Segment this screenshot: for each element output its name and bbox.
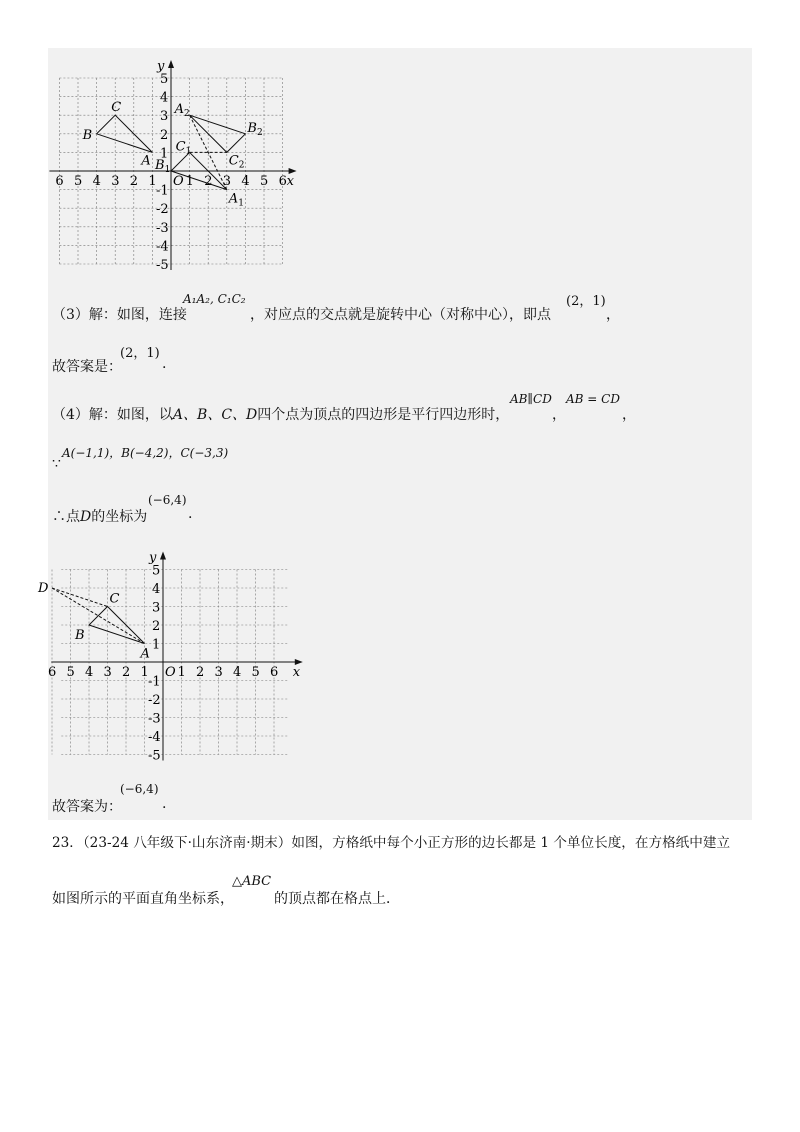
label-c: C bbox=[111, 100, 122, 116]
triangle-abc: △ABC bbox=[232, 874, 272, 889]
y-tick-label: -5 bbox=[156, 258, 169, 273]
label-a: A bbox=[141, 153, 151, 169]
therefore-middle: 的坐标为 bbox=[91, 509, 148, 525]
coordinate-graph-parallelogram bbox=[38, 538, 314, 772]
part4-points: A、B、C、D bbox=[172, 407, 258, 423]
coordinate-graph-rotation bbox=[44, 52, 304, 274]
x-tick-label: 4 bbox=[85, 665, 94, 680]
label-c2: $C_2$ bbox=[228, 153, 245, 171]
y-axis-label: y bbox=[157, 59, 165, 74]
x-tick-label: 3 bbox=[214, 665, 223, 680]
answer4-suffix: . bbox=[162, 796, 167, 812]
part4-end: ， bbox=[622, 407, 636, 423]
rotation-center-point: (2，1) bbox=[566, 294, 606, 309]
label-a: A bbox=[140, 646, 150, 662]
part3-middle bbox=[250, 304, 551, 324]
answer4-value: (−6,4) bbox=[120, 782, 159, 796]
part4-middle: 四个点为顶点的四边形是平行四边形时， bbox=[257, 407, 510, 423]
y-tick-label: 4 bbox=[160, 90, 169, 106]
y-tick-label: 3 bbox=[152, 600, 161, 616]
y-axis-label: y bbox=[149, 550, 157, 566]
label-c1: $C_1$ bbox=[175, 139, 192, 157]
y-tick-label: -4 bbox=[156, 239, 169, 255]
segments-formula: A₁A₂, C₁C₂ bbox=[183, 292, 246, 306]
x-axis-label: x bbox=[286, 174, 294, 189]
y-tick-label: 4 bbox=[152, 582, 161, 597]
therefore-var: D bbox=[80, 509, 92, 525]
y-tick-label: 5 bbox=[152, 563, 161, 579]
part3-middle-text: ，对应点的交点就是旋转中心（对称中心），即点 bbox=[250, 307, 551, 323]
part4-sep: ， bbox=[552, 407, 566, 423]
y-tick-label: -2 bbox=[148, 693, 161, 708]
answer3-value: (2，1) bbox=[120, 346, 160, 361]
x-tick-label: 4 bbox=[92, 174, 101, 189]
x-tick-label: 1 bbox=[185, 174, 194, 189]
x-tick-label: 2 bbox=[122, 665, 131, 680]
point-d-coordinate: (−6,4) bbox=[148, 493, 187, 507]
x-tick-label: 5 bbox=[66, 665, 75, 680]
label-a1: $A_1$ bbox=[228, 191, 244, 209]
label-d: D bbox=[38, 581, 49, 596]
therefore-prefix: ∴点 bbox=[52, 509, 80, 525]
y-tick-label: 1 bbox=[160, 146, 169, 162]
x-tick-label: 2 bbox=[204, 174, 213, 189]
part4-text bbox=[52, 404, 509, 424]
y-axis-arrow bbox=[168, 60, 174, 68]
part3-text bbox=[52, 304, 187, 324]
y-tick-label: 2 bbox=[152, 619, 161, 634]
y-tick-label: -3 bbox=[148, 711, 161, 727]
part4-prefix: （4）解：如图，以 bbox=[52, 407, 173, 423]
label-b2: $B_2$ bbox=[247, 120, 263, 138]
y-tick-label: -1 bbox=[156, 183, 169, 199]
y-tick-label: 5 bbox=[160, 72, 169, 87]
question23-line2-prefix: 如图所示的平面直角坐标系， bbox=[52, 891, 234, 907]
x-tick-label: 1 bbox=[177, 665, 186, 680]
answer4-label: 故答案为： bbox=[52, 799, 122, 815]
label-a2: $A_2$ bbox=[174, 102, 190, 120]
origin-label: O bbox=[173, 174, 184, 189]
y-tick-label: 1 bbox=[152, 637, 161, 653]
y-axis-arrow bbox=[160, 552, 166, 560]
label-b1: $B_1$ bbox=[155, 158, 171, 175]
x-tick-label: 6 bbox=[270, 665, 279, 680]
part3-prefix: （3）解：如图，连接 bbox=[52, 307, 187, 323]
x-tick-label: 4 bbox=[233, 665, 242, 680]
x-tick-label: 2 bbox=[129, 174, 139, 189]
x-tick-label: 5 bbox=[74, 174, 83, 189]
question23-line1: 23．（23-24 八年级下·山东济南·期末）如图，方格纸中每个小正方形的边长都是 1 个单位长度，在方格纸中建立 bbox=[52, 835, 731, 851]
x-tick-label: 6 bbox=[55, 174, 64, 189]
y-tick-label: -4 bbox=[148, 730, 161, 745]
y-tick-label: -1 bbox=[148, 674, 161, 690]
y-tick-label: -2 bbox=[156, 202, 169, 218]
therefore-text bbox=[52, 506, 147, 526]
label-b: B bbox=[82, 127, 93, 143]
answer3-suffix: . bbox=[162, 356, 167, 372]
x-tick-label: 5 bbox=[251, 665, 260, 680]
x-tick-label: 2 bbox=[196, 665, 205, 680]
answer3-label: 故答案是： bbox=[52, 359, 122, 375]
label-b: B bbox=[75, 628, 85, 643]
equal-condition: AB = CD bbox=[566, 392, 620, 406]
therefore-suffix: . bbox=[188, 506, 193, 522]
label-c: C bbox=[109, 591, 120, 607]
y-tick-label: 2 bbox=[160, 127, 169, 143]
x-axis-label: x bbox=[292, 665, 301, 680]
because-symbol: ∵ bbox=[52, 456, 61, 472]
x-tick-label: 5 bbox=[260, 174, 269, 189]
x-tick-label: 3 bbox=[222, 174, 232, 189]
x-tick-label: 6 bbox=[48, 665, 57, 680]
origin-label: O bbox=[165, 665, 176, 680]
x-tick-label: 6 bbox=[278, 174, 287, 189]
x-tick-label: 3 bbox=[111, 174, 120, 189]
question23-line2-suffix: 的顶点都在格点上． bbox=[274, 891, 400, 907]
y-tick-label: -3 bbox=[156, 220, 169, 236]
given-coordinates: A(−1,1)，B(−4,2)，C(−3,3) bbox=[62, 446, 229, 460]
x-tick-label: 1 bbox=[148, 174, 157, 189]
y-tick-label: 3 bbox=[160, 109, 169, 125]
segment-dc bbox=[52, 588, 108, 607]
part3-suffix: ， bbox=[606, 307, 620, 323]
y-tick-label: -5 bbox=[148, 748, 161, 764]
x-tick-label: 3 bbox=[103, 665, 112, 680]
x-tick-label: 1 bbox=[140, 665, 149, 680]
parallel-condition: AB∥CD bbox=[510, 392, 552, 406]
x-tick-label: 4 bbox=[241, 174, 250, 189]
